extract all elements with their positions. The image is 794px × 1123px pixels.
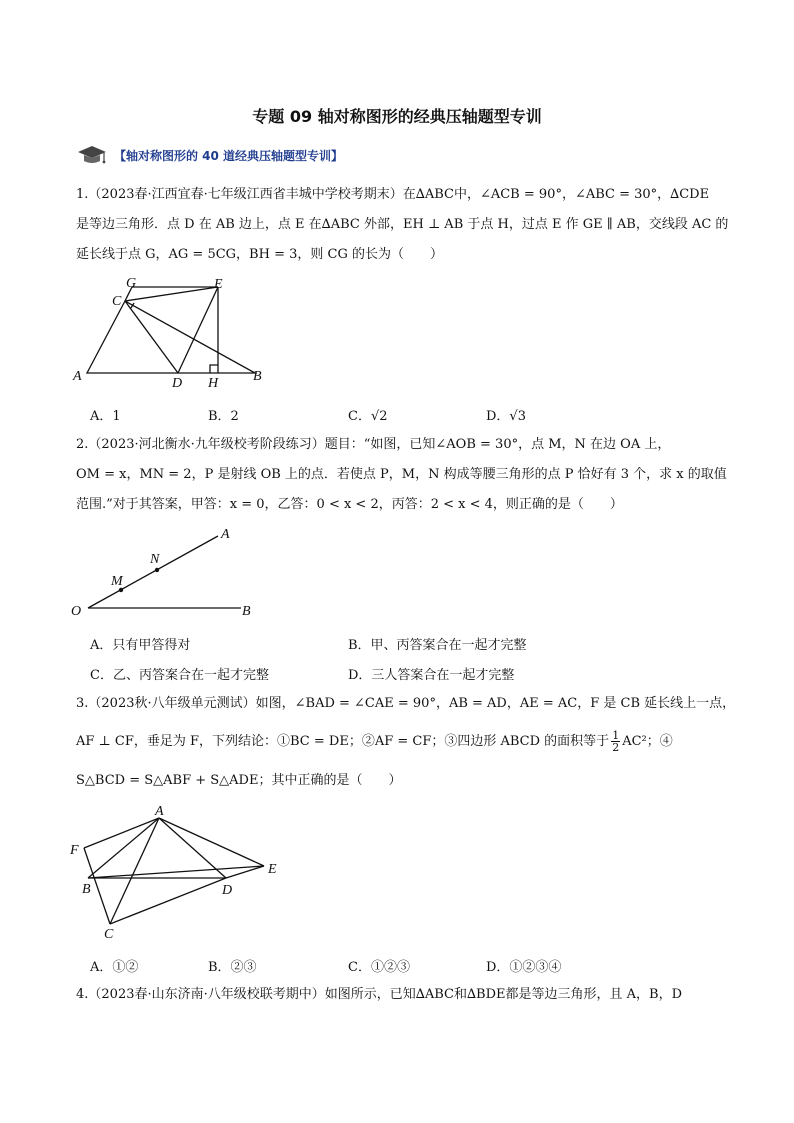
q2-figure bbox=[66, 522, 266, 620]
q2-label-b: B bbox=[242, 604, 251, 619]
q1-label-a: A bbox=[73, 369, 82, 384]
q1-line-2: 是等边三角形．点 D 在 AB 边上，点 E 在∆ABC 外部，EH ⊥ AB 于点 H，过点 E 作 GE ∥ AB，交线段 AC 的 bbox=[76, 217, 729, 232]
q2-line-3: 范围.”对于其答案，甲答：x = 0，乙答：0 < x < 2，丙答：2 < x < 4，则正确的是（ ） bbox=[76, 497, 623, 512]
q3-label-b: B bbox=[82, 882, 91, 897]
q3-option-c[interactable]: C．①②③ bbox=[348, 960, 410, 975]
q3-label-f: F bbox=[70, 843, 79, 858]
q3-label-c: C bbox=[104, 927, 114, 942]
q3-figure bbox=[64, 802, 290, 944]
q1-line-1: 1.（2023春·江西宜春·七年级江西省丰城中学校考期末）在∆ABC中，∠ACB = 90°，∠ABC = 30°，∆CDE bbox=[76, 187, 710, 202]
q1-option-d[interactable]: D．√3 bbox=[486, 409, 526, 424]
q2-option-a[interactable]: A．只有甲答得对 bbox=[90, 638, 191, 653]
section-header bbox=[76, 144, 343, 166]
q1-line-3: 延长线于点 G，AG = 5CG，BH = 3，则 CG 的长为（ ） bbox=[76, 247, 443, 262]
q1-label-h: H bbox=[208, 376, 219, 388]
q3-fraction bbox=[611, 730, 620, 753]
graduation-cap-icon bbox=[76, 144, 108, 166]
q3-option-b[interactable]: B．②③ bbox=[208, 960, 257, 975]
q1-label-b: B bbox=[253, 369, 262, 384]
q2-option-c[interactable]: C．乙、丙答案合在一起才完整 bbox=[90, 668, 269, 683]
q3-line-2 bbox=[76, 730, 673, 753]
q3-fraction-denominator: 2 bbox=[612, 741, 620, 754]
q2-label-o: O bbox=[71, 604, 82, 619]
q3-line-1: 3.（2023秋·八年级单元测试）如图，∠BAD = ∠CAE = 90°，AB = AD，AE = AC，F 是 CB 延长线上一点， bbox=[76, 696, 736, 711]
q2-label-n: N bbox=[150, 552, 160, 567]
q2-line-1: 2.（2023·河北衡水·九年级校考阶段练习）题目：“如图，已知∠AOB = 30°，点 M，N 在边 OA 上， bbox=[76, 437, 671, 452]
document-title: 专题 09 轴对称图形的经典压轴题型专训 bbox=[252, 107, 542, 126]
q1-option-c[interactable]: C．√2 bbox=[348, 409, 388, 424]
q1-label-e: E bbox=[214, 277, 223, 292]
q3-option-d[interactable]: D．①②③④ bbox=[486, 960, 562, 975]
q1-label-d: D bbox=[172, 376, 183, 388]
q3-line-3: S△BCD = S△ABF + S△ADE；其中正确的是（ ） bbox=[76, 773, 402, 788]
q3-label-e: E bbox=[268, 862, 277, 877]
q4-line-1: 4.（2023春·山东济南·八年级校联考期中）如图所示，已知∆ABC和∆BDE都是等边三角形，且 A，B，D bbox=[76, 987, 682, 1002]
q3-fraction-numerator: 1 bbox=[612, 729, 620, 742]
q3-line-2-tail: AC²；④ bbox=[622, 734, 673, 749]
q1-option-b[interactable]: B．2 bbox=[208, 409, 239, 424]
q2-label-m: M bbox=[111, 574, 123, 589]
q2-line-2: OM = x，MN = 2，P 是射线 OB 上的点．若使点 P，M，N 构成等腰三角形的点 P 恰好有 3 个，求 x 的取值 bbox=[76, 467, 727, 482]
q2-label-a: A bbox=[221, 527, 230, 542]
q1-option-a[interactable]: A．1 bbox=[90, 409, 121, 424]
q3-label-a: A bbox=[155, 804, 164, 819]
q3-label-d: D bbox=[222, 883, 233, 898]
q3-line-2-text: AF ⊥ CF，垂足为 F，下列结论：①BC = DE；②AF = CF；③四边形 ABCD 的面积等于 bbox=[76, 734, 610, 749]
q2-option-d[interactable]: D．三人答案合在一起才完整 bbox=[348, 668, 515, 683]
q1-label-c: C bbox=[112, 294, 122, 309]
q2-option-b[interactable]: B．甲、丙答案合在一起才完整 bbox=[348, 638, 527, 653]
q3-option-a[interactable]: A．①② bbox=[90, 960, 139, 975]
q1-figure bbox=[70, 276, 280, 388]
q1-label-g: G bbox=[126, 276, 137, 291]
section-label: 【轴对称图形的 40 道经典压轴题型专训】 bbox=[114, 148, 344, 163]
